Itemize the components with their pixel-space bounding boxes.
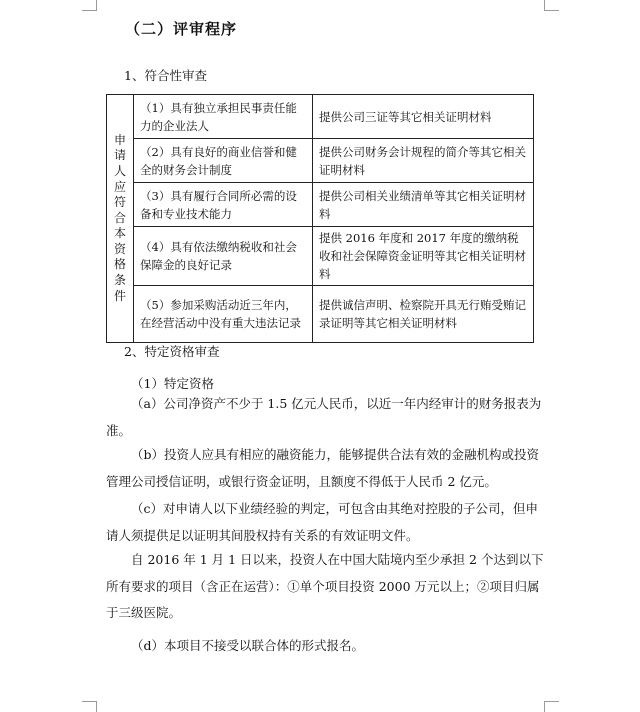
table-material-cell: 提供诚信声明、检察院开具无行贿受贿记录证明等其它相关证明材料 — [313, 286, 534, 343]
side-label-cell: 申 请 人 应 符 合 本 资 格 条 件 — [107, 95, 134, 343]
subsection-heading-2: 2、特定资格审查 — [124, 344, 220, 359]
paragraph-performance: 自 2016 年 1 月 1 日以来，投资人在中国大陆境内至少承担 2 个达到以下所有要求的项目（含正在运营）：①单个项目投资 2000 万元以上；②项目归属于三级医院。 — [106, 552, 544, 620]
qualification-table — [106, 94, 534, 343]
paragraph-d: （d）本项目不接受以联合体的形式报名。 — [131, 638, 365, 653]
crop-mark-top-right — [544, 0, 559, 11]
table-requirement-cell: （1）具有独立承担民事责任能力的企业法人 — [134, 95, 313, 139]
table-material-cell: 提供公司相关业绩清单等其它相关证明材料 — [313, 183, 534, 227]
paragraph-c: （c）对申请人以下业绩经验的判定，可包含由其绝对控股的子公司，但申请人须提供足以证明其间股权持有关系的有效证明文件。 — [106, 501, 539, 543]
crop-mark-top-left — [82, 0, 97, 11]
table-requirement-cell: （3）具有履行合同所必需的设备和专业技术能力 — [134, 183, 313, 227]
table-requirement-cell: （2）具有良好的商业信誉和健全的财务会计制度 — [134, 139, 313, 183]
table-requirement-cell: （5）参加采购活动近三年内，在经营活动中没有重大违法记录 — [134, 286, 313, 343]
crop-mark-bottom-left — [82, 701, 97, 712]
table-material-cell: 提供公司财务会计规程的简介等其它相关证明材料 — [313, 139, 534, 183]
crop-mark-bottom-right — [544, 701, 559, 712]
paragraph-a: （a）公司净资产不少于 1.5 亿元人民币，以近一年内经审计的财务报表为准。 — [106, 396, 542, 438]
table-requirement-cell: （4）具有依法缴纳税收和社会保障金的良好记录 — [134, 227, 313, 286]
table-material-cell: 提供公司三证等其它相关证明材料 — [313, 95, 534, 139]
sub-heading-specific-qualification: （1）特定资格 — [131, 376, 214, 391]
subsection-heading-1: 1、符合性审查 — [124, 68, 207, 83]
section-title: （二）评审程序 — [125, 20, 238, 38]
paragraph-b: （b）投资人应具有相应的融资能力，能够提供合法有效的金融机构或投资管理公司授信证明，或银行资金证明，且额度不得低于人民币 2 亿元。 — [106, 447, 540, 489]
table-material-cell: 提供 2016 年度和 2017 年度的缴纳税收和社会保障资金证明等其它相关证明材料 — [313, 227, 534, 286]
